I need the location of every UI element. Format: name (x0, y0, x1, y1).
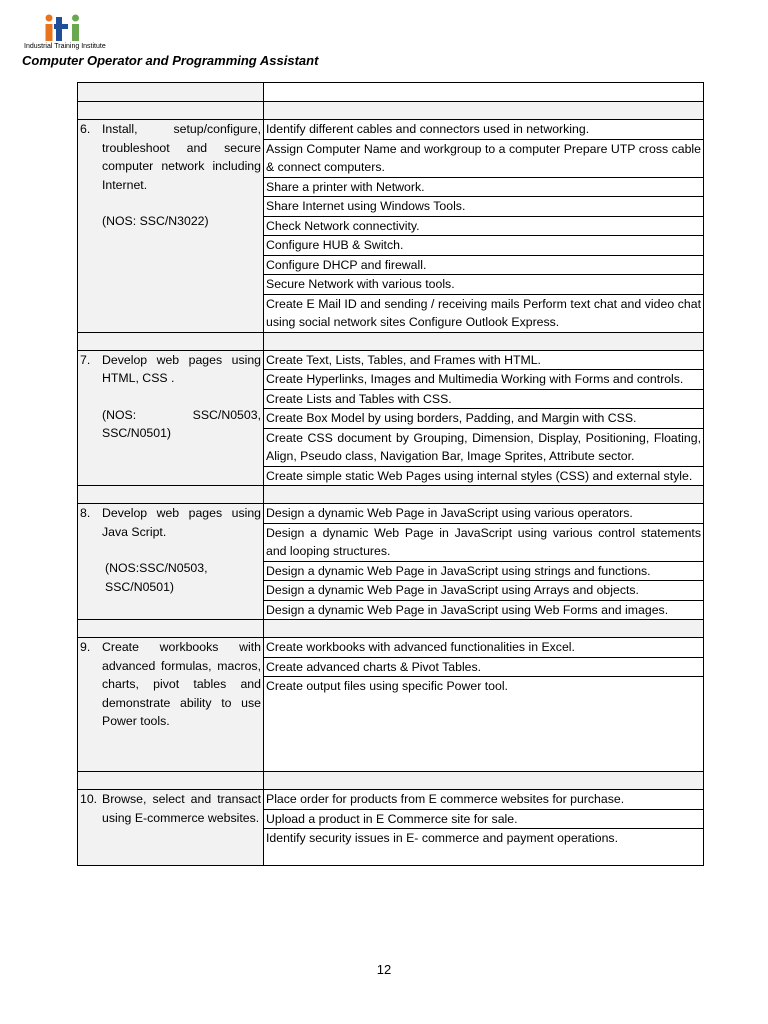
header-cell (264, 83, 704, 102)
outcome-title: Browse, select and transact using E-commerce websites. (102, 792, 261, 825)
learning-outcome (80, 351, 261, 443)
assessment-criteria-cell: Check Network connectivity. (264, 216, 704, 236)
learning-outcomes-table (77, 82, 704, 866)
spacer-cell (78, 772, 264, 790)
assessment-criteria-cell: Create Lists and Tables with CSS. (264, 389, 704, 409)
assessment-criteria-cell: Design a dynamic Web Page in JavaScript using various control statements and looping structures. (264, 523, 704, 561)
outcome-body (102, 504, 261, 596)
assessment-criteria-cell: Secure Network with various tools. (264, 275, 704, 295)
assessment-criteria-cell: Assign Computer Name and workgroup to a computer Prepare UTP cross cable & connect computers. (264, 139, 704, 177)
outcome-title: Install, setup/configure, troubleshoot and secure computer network including Internet. (102, 122, 261, 192)
learning-outcome-cell (78, 638, 264, 772)
assessment-criteria-cell: Create Text, Lists, Tables, and Frames with HTML. (264, 350, 704, 370)
assessment-criteria-cell: Share Internet using Windows Tools. (264, 197, 704, 217)
outcome-title: Create workbooks with advanced formulas, macros, charts, pivot tables and demonstrate ability to use Power tools. (102, 640, 261, 728)
assessment-row (78, 638, 704, 658)
assessment-criteria-cell: Create output files using specific Power tool. (264, 677, 704, 772)
outcome-title: Develop web pages using HTML, CSS . (102, 352, 261, 385)
header-cell (78, 83, 264, 102)
spacer-cell (78, 486, 264, 504)
assessment-criteria-cell: Design a dynamic Web Page in JavaScript using strings and functions. (264, 561, 704, 581)
iti-logo-mark (44, 14, 118, 42)
outcome-title: Develop web pages using Java Script. (102, 506, 261, 539)
spacer-cell (264, 486, 704, 504)
assessment-criteria-cell: Configure DHCP and firewall. (264, 255, 704, 275)
assessment-criteria-cell: Share a printer with Network. (264, 177, 704, 197)
spacer-cell (264, 772, 704, 790)
assessment-row (78, 350, 704, 370)
spacer-row (78, 332, 704, 350)
outcome-body (102, 638, 261, 731)
assessment-criteria-cell: Create CSS document by Grouping, Dimension, Display, Positioning, Floating, Align, Pseudo class, Navigation Bar, Image Sprites, Attribute sector. (264, 428, 704, 466)
spacer-cell (78, 620, 264, 638)
assessment-criteria-cell: Upload a product in E Commerce site for sale. (264, 809, 704, 829)
assessment-criteria-cell: Place order for products from E commerce websites for purchase. (264, 790, 704, 810)
assessment-criteria-cell: Create simple static Web Pages using internal styles (CSS) and external style. (264, 466, 704, 486)
iti-logo-graphic (44, 14, 118, 42)
outcome-nos: (NOS: SSC/N0503, SSC/N0501) (102, 407, 261, 440)
outcome-body (102, 790, 261, 827)
page-number: 12 (376, 962, 392, 977)
assessment-criteria-cell: Design a dynamic Web Page in JavaScript using Arrays and objects. (264, 581, 704, 601)
table-header-row (78, 83, 704, 102)
spacer-cell (264, 332, 704, 350)
assessment-criteria-cell: Create Box Model by using borders, Padding, and Margin with CSS. (264, 409, 704, 429)
assessment-row (78, 120, 704, 140)
assessment-criteria-cell: Create E Mail ID and sending / receiving mails Perform text chat and video chat using social network sites Configure Outlook Express. (264, 294, 704, 332)
assessment-criteria-cell: Create Hyperlinks, Images and Multimedia Working with Forms and controls. (264, 370, 704, 390)
learning-outcome-cell (78, 790, 264, 866)
learning-outcome (80, 120, 261, 231)
logo-caption: Industrial Training Institute (24, 43, 106, 50)
course-title: Computer Operator and Programming Assistant (22, 53, 319, 68)
outcome-number: 7. (80, 352, 91, 367)
spacer-row (78, 102, 704, 120)
assessment-criteria-cell: Identify different cables and connectors used in networking. (264, 120, 704, 140)
outcome-number: 8. (80, 506, 91, 520)
assessment-row (78, 790, 704, 810)
spacer-cell (78, 102, 264, 120)
spacer-cell (78, 332, 264, 350)
outcome-number: 9. (80, 640, 91, 654)
spacer-row (78, 772, 704, 790)
assessment-criteria-cell: Configure HUB & Switch. (264, 236, 704, 256)
spacer-cell (264, 620, 704, 638)
outcome-body (102, 351, 261, 443)
learning-outcome-cell (78, 120, 264, 333)
outcome-nos: (NOS: SSC/N3022) (102, 214, 209, 228)
learning-outcome (80, 638, 261, 731)
iti-logo (24, 14, 118, 54)
assessment-criteria-cell: Create workbooks with advanced functionalities in Excel. (264, 638, 704, 658)
assessment-criteria-cell: Design a dynamic Web Page in JavaScript using various operators. (264, 504, 704, 524)
assessment-row (78, 504, 704, 524)
outcome-number: 6. (80, 122, 91, 136)
outcome-number: 10. (80, 792, 98, 806)
learning-outcome-cell (78, 350, 264, 486)
outcome-nos: (NOS:SSC/N0503, SSC/N0501) (105, 561, 208, 594)
spacer-cell (264, 102, 704, 120)
learning-outcome-cell (78, 504, 264, 620)
learning-outcome (80, 790, 261, 827)
assessment-criteria-cell: Identify security issues in E- commerce and payment operations. (264, 829, 704, 866)
outcome-body (102, 120, 261, 231)
assessment-criteria-cell: Design a dynamic Web Page in JavaScript using Web Forms and images. (264, 600, 704, 620)
spacer-row (78, 486, 704, 504)
learning-outcome (80, 504, 261, 596)
assessment-criteria-cell: Create advanced charts & Pivot Tables. (264, 657, 704, 677)
spacer-row (78, 620, 704, 638)
